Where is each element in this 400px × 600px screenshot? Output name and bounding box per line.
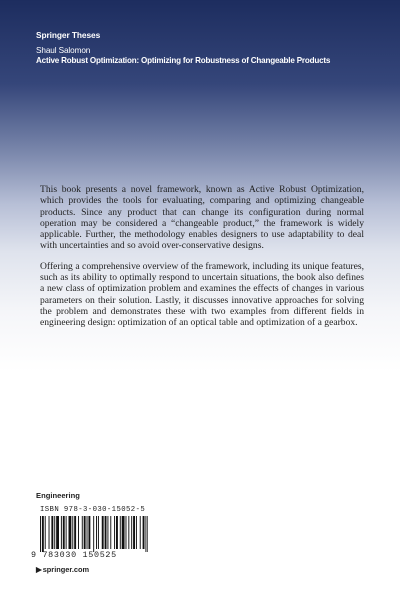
barcode-digits: 9 783030 150525 [31, 550, 117, 560]
author-name: Shaul Salomon [36, 46, 91, 55]
book-title: Active Robust Optimization: Optimizing for Robustness of Changeable Products [36, 56, 331, 65]
arrow-right-icon: ▶ [36, 565, 42, 574]
book-description [40, 184, 364, 338]
subject-category: Engineering [36, 491, 80, 500]
barcode-image [40, 516, 148, 552]
website-label: springer.com [42, 565, 90, 574]
description-paragraph-2: Offering a comprehensive overview of the framework, including its unique features, such as its ability to optimally respond to uncertain situations, the book also defines a new class of optimization problem and examines the effects of changes in various parameters on their solution. Lastly, it discusses innovative approaches for solving the problem and demonstrates these with two examples from different fields in engineering design: optimization of an optical table and optimization of a gearbox. [40, 260, 364, 329]
series-name: Springer Theses [36, 30, 101, 40]
description-paragraph-1: This book presents a novel framework, known as Active Robust Optimization, which provides the tools for evaluating, comparing and optimizing changeable products. Since any product that can change its configuration during normal operation may be considered a “changeable product,” the framework is widely applicable. Further, the methodology enables designers to use adaptability to deal with uncertainties and so avoid over-conservative designs. [40, 184, 364, 252]
isbn-label: ISBN 978-3-030-15052-5 [40, 506, 146, 514]
publisher-website[interactable] [36, 565, 89, 574]
